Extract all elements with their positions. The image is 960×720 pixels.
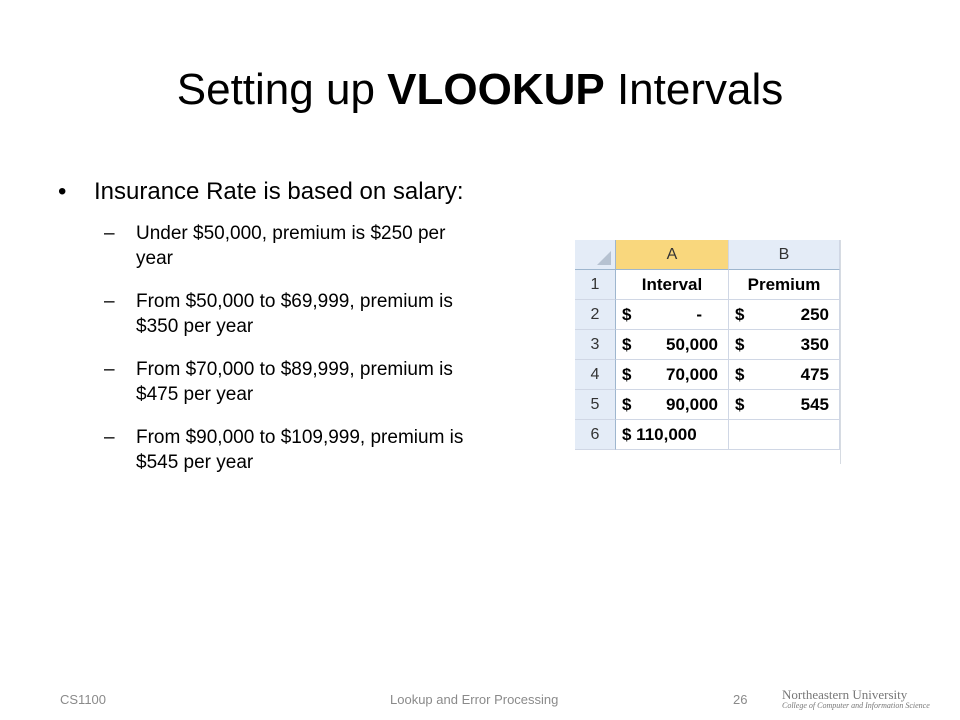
dash-icon: – (104, 291, 115, 312)
row-header[interactable]: 4 (575, 360, 616, 390)
row-header[interactable]: 2 (575, 300, 616, 330)
subbullet-text: From $50,000 to $69,999, premium is $350 per year (136, 291, 453, 337)
dash-icon: – (104, 427, 115, 448)
subbullet-item (104, 221, 478, 271)
title-prefix: Setting up (176, 65, 388, 114)
university-logo (782, 688, 932, 711)
cell-a1[interactable]: Interval (616, 270, 729, 300)
currency-symbol: $ (622, 305, 632, 324)
select-all-corner[interactable] (575, 240, 616, 270)
table-row (575, 270, 840, 300)
slide-title (0, 62, 960, 118)
currency-symbol: $ (735, 305, 745, 324)
column-header-a[interactable]: A (616, 240, 729, 270)
title-suffix: Intervals (604, 65, 784, 114)
cell-a2[interactable] (616, 300, 729, 330)
cell-value: 70,000 (666, 365, 718, 384)
bullet-item (58, 176, 478, 207)
bullet-text: Insurance Rate is based on salary: (94, 178, 464, 205)
table-row (575, 330, 840, 360)
row-header[interactable]: 5 (575, 390, 616, 420)
footer-course: CS1100 (60, 692, 107, 707)
currency-symbol: $ (735, 395, 745, 414)
logo-line-1: Northeastern University (782, 687, 908, 702)
title-bold: VLOOKUP (387, 65, 605, 114)
cell-b1[interactable]: Premium (729, 270, 840, 300)
cell-value: 350 (800, 335, 829, 354)
subbullet-item (104, 357, 478, 407)
cell-value: 545 (800, 395, 829, 414)
bullet-list (58, 176, 478, 493)
footer-topic: Lookup and Error Processing (390, 692, 559, 707)
cell-a4[interactable] (616, 360, 729, 390)
subbullet-item (104, 289, 478, 339)
page-number: 26 (733, 692, 748, 707)
spreadsheet-image (575, 240, 841, 464)
cell-a6[interactable] (616, 420, 729, 450)
cell-b6[interactable] (729, 420, 840, 450)
cell-b3[interactable] (729, 330, 840, 360)
cell-value: $ 110,000 (622, 425, 697, 444)
currency-symbol: $ (622, 395, 632, 414)
cell-value: 90,000 (666, 395, 718, 414)
subbullet-text: Under $50,000, premium is $250 per year (136, 223, 446, 269)
cell-b5[interactable] (729, 390, 840, 420)
row-header[interactable]: 3 (575, 330, 616, 360)
dash-icon: – (104, 223, 115, 244)
cell-value: 250 (800, 305, 829, 324)
table-row (575, 420, 840, 450)
currency-symbol: $ (622, 335, 632, 354)
cell-b2[interactable] (729, 300, 840, 330)
subbullet-text: From $70,000 to $89,999, premium is $475 per year (136, 359, 453, 405)
bullet-dot-icon: • (58, 178, 67, 205)
currency-symbol: $ (735, 335, 745, 354)
row-header[interactable]: 6 (575, 420, 616, 450)
row-header[interactable]: 1 (575, 270, 616, 300)
logo-line-2: College of Computer and Information Science (782, 701, 930, 710)
cell-value: 50,000 (666, 335, 718, 354)
subbullet-text: From $90,000 to $109,999, premium is $545 per year (136, 427, 464, 473)
cell-b4[interactable] (729, 360, 840, 390)
subbullet-list (58, 221, 478, 475)
dash-icon: – (104, 359, 115, 380)
subbullet-item (104, 425, 478, 475)
table-row (575, 300, 840, 330)
cell-a3[interactable] (616, 330, 729, 360)
currency-symbol: $ (735, 365, 745, 384)
cell-a5[interactable] (616, 390, 729, 420)
cell-value: 475 (800, 365, 829, 384)
select-all-triangle-icon (597, 251, 611, 265)
column-header-b[interactable]: B (729, 240, 840, 270)
table-row (575, 390, 840, 420)
currency-symbol: $ (622, 365, 632, 384)
column-header-row (575, 240, 840, 270)
table-row (575, 360, 840, 390)
cell-value: - (696, 305, 702, 324)
